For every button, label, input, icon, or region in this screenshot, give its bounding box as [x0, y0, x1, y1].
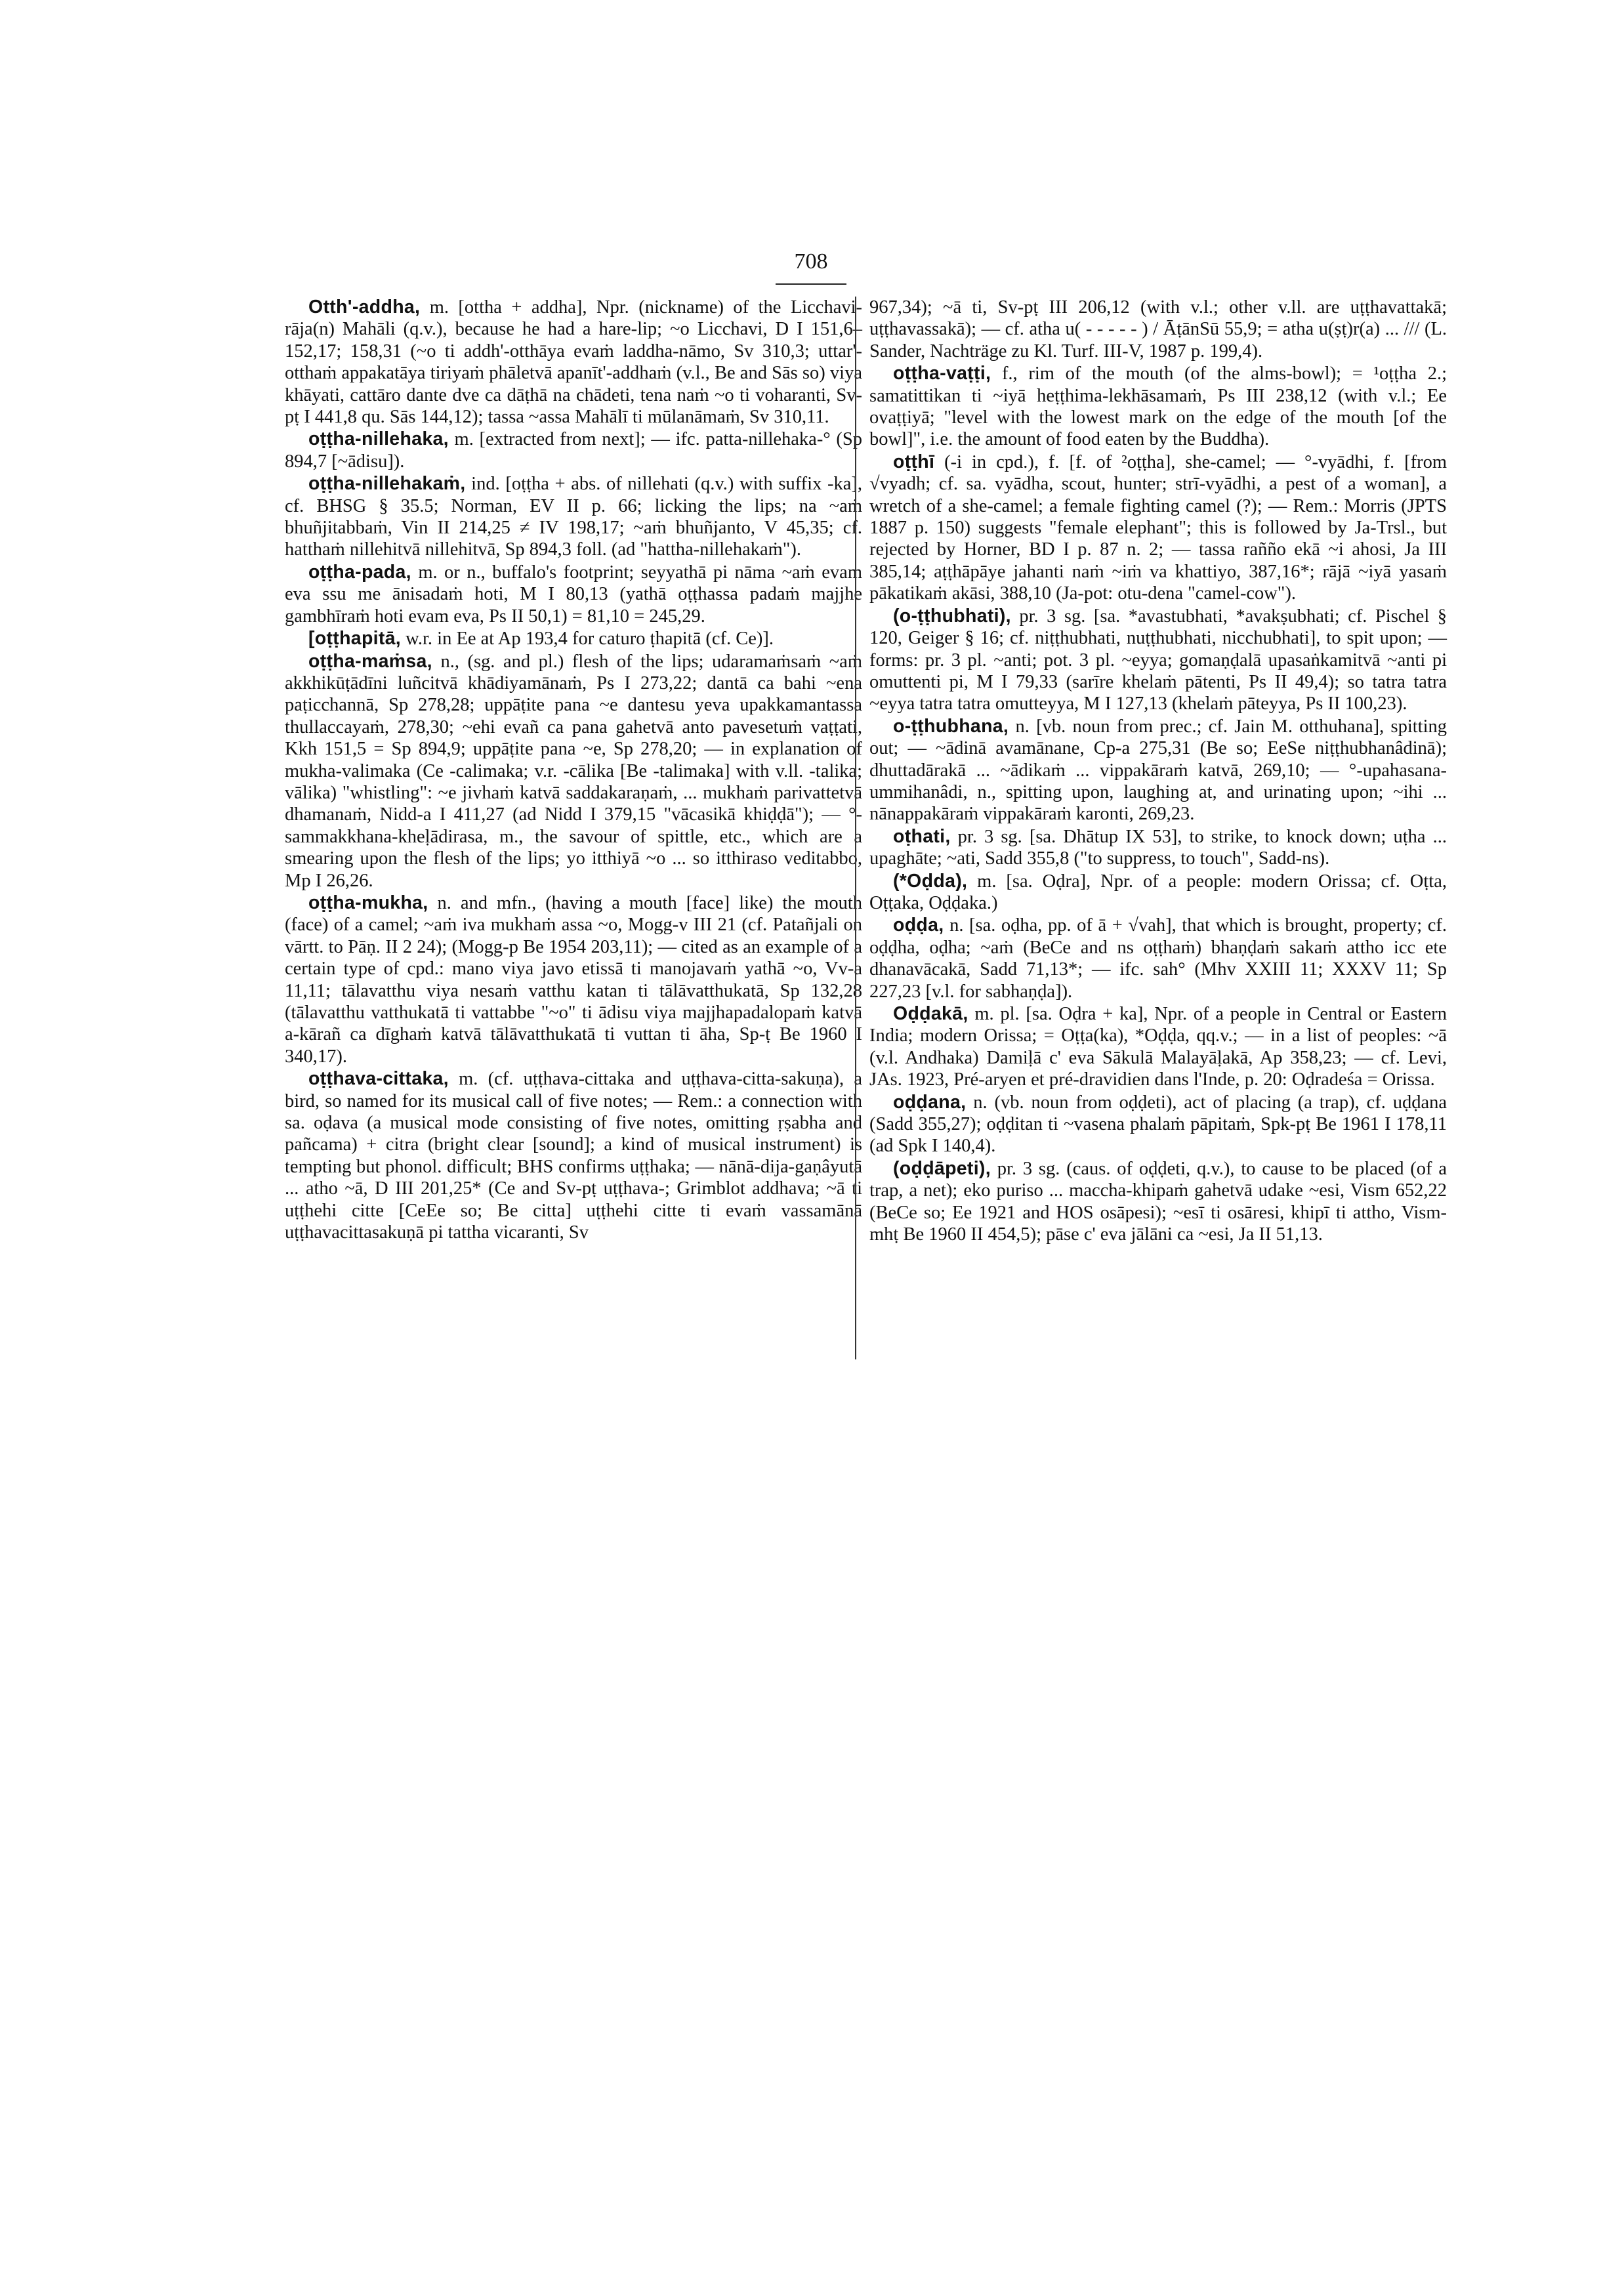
entry-body: w.r. in Ee at Ap 193,4 for caturo ṭhapitā (cf. Ce)]. — [406, 629, 774, 650]
entry-body: pr. 3 sg. [sa. *avastubhati, *avakṣubhati; cf. Pischel § 120, Geiger § 16; cf. niṭṭhubhati, nuṭṭhubhati, nicchubhati], to spit upon; — forms: pr. 3 pl. ~anti; pot. 3 pl. ~eyya; gomaṇḍalā upasaṅkamitvā ~anti pi omuttenti pi, M I 79,33 (sarīre khelaṁ pātenti, Ps II 49,4); so tatra tatra ~eyya tatra tatra omutteyya, M I 127,13 (khelaṁ pāteyya, Ps II 100,23). — [869, 606, 1447, 714]
entry-headword: oṭṭhava-cittaka, — [308, 1068, 449, 1090]
entry-body: m. pl. [sa. Oḍra + ka], Npr. of a people in Central or Eastern India; modern Orissa; = Oṭṭa(ka), *Oḍḍa, qq.v.; — in a list of peoples: ~ā (v.l. Andhaka) Damiḷā c' eva Sākulā Malayāḷakā, Ap 358,23; — cf. Levi, JAs. 1923, Pré-aryen et pré-dravidien dans l'Inde, p. 20: Oḍradeśa = Orissa. — [869, 1004, 1447, 1090]
dictionary-entry — [285, 892, 862, 1067]
entry-headword: oṭṭhī — [893, 451, 935, 472]
entry-headword: [oṭṭhapitā, — [308, 628, 402, 650]
dictionary-entry — [285, 428, 862, 472]
entry-headword: oṭṭha-vaṭṭi, — [893, 363, 991, 384]
entry-body: n. and mfn., (having a mouth [face] like) the mouth (face) of a camel; ~aṁ iva mukhaṁ assa ~o, Mogg-v III 21 (cf. Patañjali on vārtt. to Pāṇ. II 2 24); (Mogg-p Be 1954 203,11); — cited as an example of a certain type of cpd.: mano viya javo etissā ti manojavaṁ yathā ~o, Vv-a 11,11; tālavatthu viya nesaṁ vatthu katan ti tālāvatthukatā, Sp 132,28 (tālavatthu vatthukatā ti vattabbe "~o" ti ādisu viya majjhapadalopaṁ katvā a-kārañ ca dīghaṁ katvā tālāvatthukatā ti vuttan ti āha, Sp-ṭ Be 1960 I 340,17). — [285, 892, 863, 1067]
dictionary-entry — [285, 297, 862, 428]
entry-headword: oṭṭha-maṁsa, — [308, 650, 432, 672]
entry-body: m. or n., buffalo's footprint; seyyathā pi nāma ~aṁ evam eva ssu me ānisadaṁ hoti, M I 80,13 (yathā oṭṭhassa padaṁ majjhe gambhīraṁ hoti evam eva, Ps II 50,1) = 81,10 = 245,29. — [285, 562, 862, 627]
entry-headword: Otth'-addha, — [308, 297, 421, 318]
dictionary-entry — [869, 1092, 1447, 1157]
entry-body: m. [ottha + addha], Npr. (nickname) of the Licchavi-rāja(n) Mahāli (q.v.), because he had a hare-lip; ~o Licchavi, D I 151,6–152,17; 158,31 (~o ti addh'-otthāya evaṁ laddha-nāmo, Sv 310,3; uttar'-otthaṁ appakatāya tiriyaṁ phāletvā apanīt'-addhaṁ (v.l., Be and Sās so) viya khāyati, cattāro dante dve ca dāṭhā na chādeti, tena naṁ ~o ti voharanti, Sv-pṭ I 441,8 qu. Sās 144,12); tassa ~assa Mahālī ti mūlanāmaṁ, Sv 310,11. — [285, 297, 863, 428]
dictionary-entry — [285, 628, 862, 650]
dictionary-entry — [869, 606, 1447, 715]
right-column — [869, 297, 1447, 1246]
entry-headword: oṭhati, — [893, 825, 951, 847]
dictionary-entry — [869, 363, 1447, 451]
entry-headword: (*Oḍda), — [893, 870, 968, 892]
entry-body: n. (vb. noun from oḍḍeti), act of placing (a trap), cf. uḍḍana (Sadd 355,27); oḍḍitan ti ~vasena phalaṁ pāpitaṁ, Spk-pṭ Be 1961 I 178,11 (ad Spk I 140,4). — [869, 1092, 1447, 1157]
entry-body: n. [vb. noun from prec.; cf. Jain M. otthuhana], spitting out; — ~ādinā avamānane, Cp-a 275,31 (Be so; EeSe niṭṭhubhanâdinā); dhuttadārakā ... ~ādikaṁ ... vippakāraṁ katvā, 269,10; — °-upahasana-ummihanâdi, n., spitting upon, laughing at, and urinating upon; ~ihi ... nānappakāraṁ vippakāraṁ karonti, 269,23. — [869, 716, 1447, 825]
dictionary-entry — [869, 451, 1447, 605]
entry-continuation: 967,34); ~ā ti, Sv-pṭ III 206,12 (with v.l.; other v.ll. are uṭṭhavattakā; uṭṭhavassakā); — cf. atha u( - - - - - ) / ĀṭānSū 55,9; = atha u(ṣṭ)r(a) ... /// (L. Sander, Nachträge zu Kl. Turf. III-V, 1987 p. 199,4). — [869, 297, 1447, 362]
entry-headword: (o-ṭṭhubhati), — [893, 605, 1011, 627]
entry-body: m. (cf. uṭṭhava-cittaka and uṭṭhava-citta-sakuṇa), a bird, so named for its musical call of five notes; — Rem.: a connection with sa. oḍava (a musical mode consisting of five notes, omitting ṛṣabha and pañcama) + citra (bright clear [sound]; a kind of musical instrument) is tempting but phonol. difficult; BHS confirms uṭṭhaka; — nānā-dija-gaṇâyutā ... atho ~ā, D III 201,25* (Ce and Sv-pṭ uṭṭhava-; Grimblot addhava; ~ā ti uṭṭhehi citte [CeEe so; Be citta] uṭṭhehi citte ti evaṁ vassamānā uṭṭhavacittasakuṇā pi tattha vicaranti, Sv — [285, 1069, 863, 1243]
entry-body: pr. 3 sg. (caus. of oḍḍeti, q.v.), to cause to be placed (of a trap, a net); eko puriso ... maccha-khipaṁ gahetvā udake ~esi, Vism 652,22 (BeCe so; Ee 1921 and HOS osāpesi); ~esī ti osāresi, khipī ti attho, Vism-mhṭ Be 1960 II 454,5); pāse c' eva jālāni ca ~esi, Ja II 51,13. — [869, 1158, 1447, 1245]
entry-headword: Oḍḍakā, — [893, 1003, 968, 1024]
entry-headword: o-ṭṭhubhana, — [893, 715, 1009, 737]
dictionary-entry — [869, 716, 1447, 825]
entry-headword: oṭṭha-nillehakaṁ, — [308, 473, 466, 495]
dictionary-entry — [869, 915, 1447, 1003]
entry-headword: oḍḍa, — [893, 915, 944, 936]
dictionary-entry — [285, 562, 862, 627]
entry-body: (-i in cpd.), f. [f. of ²oṭṭha], she-camel; — °-vyādhi, f. [from √vyadh; cf. sa. vyādha, scout, hunter; strī-vyādhi, a pest of a woman], a wretch of a she-camel; a female fighting camel (?); — Rem.: Morris (JPTS 1887 p. 150) suggests "female elephant"; this is followed by Ja-Trsl., but rejected by Horner, BD I p. 87 n. 2; — tassa rañño ekā ~i ahosi, Ja III 385,14; aṭṭhāpāye jahanti naṁ ~iṁ va khattiyo, 387,16*; rājā ~iyā yasaṁ pākatikaṁ akāsi, 388,10 (Ja-pot: otu-dena "camel-cow"). — [869, 451, 1447, 604]
entry-body: n., (sg. and pl.) flesh of the lips; udaramaṁsaṁ ~aṁ akkhikūṭādīni luñcitvā khādiyamānaṁ, Ps I 273,22; dantā ca bahi ~ena paṭicchannā, Sp 278,28; uppāṭite pana ~e dantesu yeva upakkamantassa thullaccayaṁ, 278,30; ~ehi evañ ca pana gahetvā anto pavesetuṁ vaṭṭati, Kkh 151,5 = Sp 894,9; uppāṭite pana ~e, Sp 278,20; — in explanation of mukha-valimaka (Ce -calimaka; v.r. -cālika [Be -talimaka] with v.ll. -talika; vālika) "whistling": ~e jivhaṁ katvā saddakaraṇaṁ, ... mukhaṁ parivattetvā dhamanaṁ, Nidd-a I 411,27 (ad Nidd I 379,15 "vācasikā khiḍḍā"); — °-sammakkhana-kheḷādirasa, m., the savour of spittle, etc., which are a smearing upon the flesh of the lips; yo itthiyā ~o ... so itthiraso veditabbo, Mp I 26,26. — [285, 651, 863, 891]
entry-body: m. [extracted from next]; — ifc. patta-nillehaka-° (Sp 894,7 [~ādisu]). — [285, 429, 862, 472]
entry-headword: (oḍḍāpeti), — [893, 1157, 991, 1179]
page-number: 708 — [794, 249, 828, 274]
dictionary-entry — [869, 1003, 1447, 1091]
entry-body: pr. 3 sg. [sa. Dhātup IX 53], to strike, to knock down; uṭha ... upaghāte; ~ati, Sadd 355,8 ("to suppress, to touch", Sadd-ns). — [869, 826, 1447, 869]
page-number-rule — [776, 283, 846, 285]
dictionary-entry — [869, 826, 1447, 870]
dictionary-entry — [285, 651, 862, 892]
entry-body: m. [sa. Oḍra], Npr. of a people: modern Orissa; cf. Oṭta, Oṭṭaka, Oḍḍaka.) — [869, 871, 1447, 913]
entry-body: f., rim of the mouth (of the alms-bowl); = ¹oṭṭha 2.; samatittikan ti ~iyā heṭṭhima-lekhāsamaṁ, Ps III 238,12 (with v.l.; Ee ovaṭṭiyā; "level with the lowest mark on the edge of the mouth [of the bowl]", i.e. the amount of food eaten by the Buddha). — [869, 363, 1447, 450]
entry-body: n. [sa. oḍha, pp. of ā + √vah], that which is brought, property; cf. oḍḍha, oḍha; ~aṁ (BeCe and ns oṭṭhaṁ) bhaṇḍaṁ sakaṁ attho icc ete dhanavācakā, Sadd 71,13*; — ifc. sah° (Mhv XXIII 11; XXXV 11; Sp 227,23 [v.l. for sabhaṇḍa]). — [869, 915, 1447, 1002]
entry-headword: oṭṭha-nillehaka, — [308, 428, 449, 450]
dictionary-entry — [869, 871, 1447, 915]
dictionary-entry — [285, 1068, 862, 1243]
entry-headword: oṭṭha-pada, — [308, 561, 411, 583]
column-divider — [855, 297, 856, 1359]
entry-headword: oṭṭha-mukha, — [308, 892, 428, 913]
entry-headword: oḍḍana, — [893, 1091, 967, 1113]
dictionary-entry — [285, 473, 862, 561]
entry-body: ind. [oṭṭha + abs. of nillehati (q.v.) with suffix -ka], cf. BHSG § 35.5; Norman, EV II p. 66; licking the lips; na ~aṁ bhuñjitabbaṁ, Vin II 214,25 ≠ IV 198,17; ~aṁ bhuñjanto, V 45,35; cf. hatthaṁ nillehitvā nillehitvā, Sp 894,3 foll. (ad "hattha-nillehakaṁ"). — [285, 474, 863, 560]
dictionary-entry — [869, 1158, 1447, 1246]
left-column — [285, 297, 862, 1244]
